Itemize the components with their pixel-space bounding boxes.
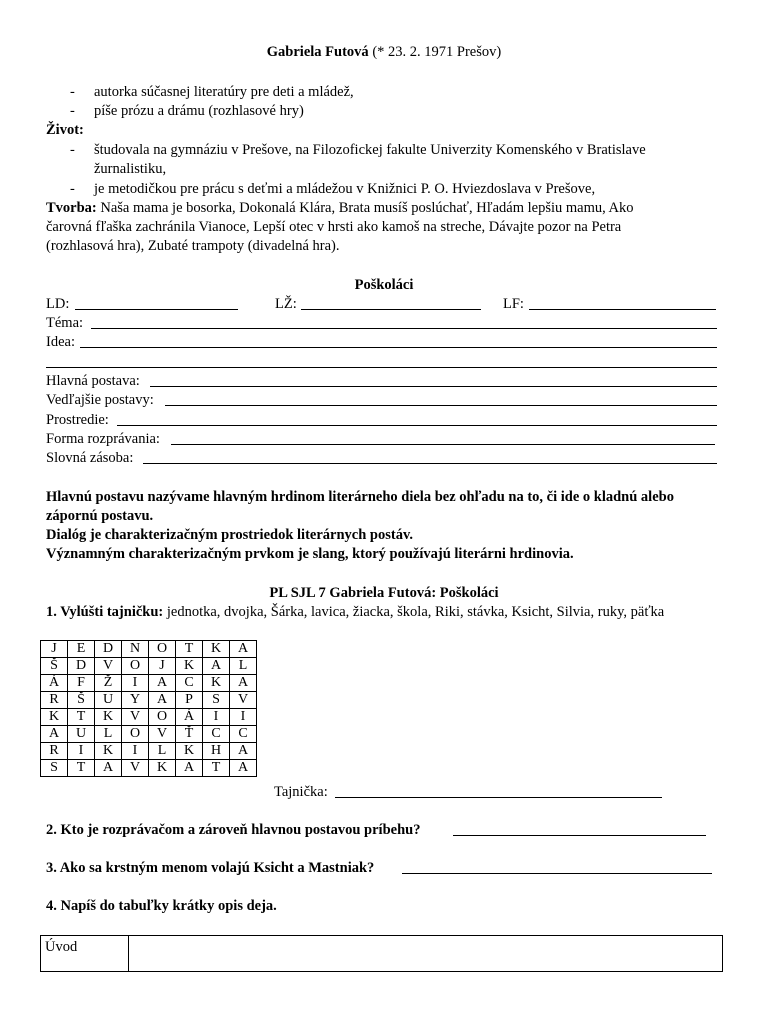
- document-title: [0, 43, 768, 62]
- grid-cell[interactable]: U: [95, 692, 122, 709]
- tema-label: Téma:: [46, 315, 84, 331]
- grid-cell[interactable]: A: [95, 760, 122, 777]
- grid-cell[interactable]: V: [122, 709, 149, 726]
- task-3-answer-line[interactable]: [402, 873, 712, 874]
- grid-cell[interactable]: I: [122, 743, 149, 760]
- slovna-zasoba-label: Slovná zásoba:: [46, 450, 134, 466]
- grid-cell[interactable]: L: [149, 743, 176, 760]
- grid-cell[interactable]: V: [149, 726, 176, 743]
- grid-cell[interactable]: O: [122, 726, 149, 743]
- grid-cell[interactable]: O: [122, 658, 149, 675]
- grid-cell[interactable]: J: [41, 641, 68, 658]
- grid-cell[interactable]: C: [203, 726, 230, 743]
- grid-cell[interactable]: K: [149, 760, 176, 777]
- table-row-label: Úvod: [41, 936, 129, 972]
- grid-cell[interactable]: C: [176, 675, 203, 692]
- grid-cell[interactable]: O: [149, 641, 176, 658]
- grid-cell[interactable]: T: [68, 709, 95, 726]
- table-answer-cell[interactable]: [129, 936, 723, 972]
- grid-cell[interactable]: S: [203, 692, 230, 709]
- grid-cell[interactable]: V: [95, 658, 122, 675]
- hlavna-postava-line[interactable]: [150, 386, 717, 387]
- grid-cell[interactable]: J: [149, 658, 176, 675]
- ld-label: LD:: [46, 296, 70, 312]
- intro-item-2: píše prózu a drámu (rozhlasové hry): [94, 103, 304, 119]
- grid-cell[interactable]: K: [95, 743, 122, 760]
- prostredie-label: Prostredie:: [46, 412, 109, 428]
- forma-line[interactable]: [171, 444, 715, 445]
- grid-cell[interactable]: C: [230, 726, 257, 743]
- grid-row: [41, 675, 257, 692]
- tema-answer-line[interactable]: [91, 328, 717, 329]
- grid-cell[interactable]: D: [95, 641, 122, 658]
- grid-cell[interactable]: A: [149, 692, 176, 709]
- tajnicka-answer-line[interactable]: [335, 797, 662, 798]
- life-item-2: je metodičkou pre prácu s deťmi a mládežou v Knižnici P. O. Hviezdoslava v Prešove,: [94, 181, 596, 197]
- grid-row: [41, 658, 257, 675]
- idea-answer-line[interactable]: [80, 347, 717, 348]
- grid-row: [41, 692, 257, 709]
- grid-cell[interactable]: N: [122, 641, 149, 658]
- task-3: 3. Ako sa krstným menom volajú Ksicht a Mastniak?: [46, 860, 375, 876]
- grid-cell[interactable]: S: [41, 760, 68, 777]
- grid-cell[interactable]: A: [230, 743, 257, 760]
- grid-cell[interactable]: Ž: [95, 675, 122, 692]
- idea-answer-line-2[interactable]: [46, 367, 717, 368]
- grid-cell[interactable]: K: [176, 658, 203, 675]
- idea-label: Idea:: [46, 334, 75, 350]
- grid-cell[interactable]: A: [230, 675, 257, 692]
- grid-cell[interactable]: Á: [176, 709, 203, 726]
- grid-cell[interactable]: R: [41, 692, 68, 709]
- grid-cell[interactable]: A: [230, 641, 257, 658]
- author-birth: (* 23. 2. 1971 Prešov): [372, 44, 502, 60]
- grid-cell[interactable]: I: [68, 743, 95, 760]
- grid-cell[interactable]: H: [203, 743, 230, 760]
- prostredie-line[interactable]: [117, 425, 717, 426]
- grid-cell[interactable]: D: [68, 658, 95, 675]
- grid-cell[interactable]: A: [149, 675, 176, 692]
- grid-cell[interactable]: Š: [68, 692, 95, 709]
- hlavna-postava-label: Hlavná postava:: [46, 373, 140, 389]
- grid-row: [41, 709, 257, 726]
- lf-label: LF:: [503, 296, 524, 312]
- grid-cell[interactable]: I: [122, 675, 149, 692]
- note-line-1: Hlavnú postavu nazývame hlavným hrdinom literárneho diela bez ohľadu na to, či ide o kladnú alebo: [46, 489, 674, 505]
- grid-cell[interactable]: L: [230, 658, 257, 675]
- task-1: [46, 603, 664, 622]
- grid-cell[interactable]: R: [41, 743, 68, 760]
- exercise-title: PL SJL 7 Gabriela Futová: Poškoláci: [269, 585, 499, 601]
- grid-row: [41, 726, 257, 743]
- forma-label: Forma rozprávania:: [46, 431, 160, 447]
- plot-description-table: [40, 935, 723, 972]
- grid-cell[interactable]: E: [68, 641, 95, 658]
- grid-cell[interactable]: Ť: [176, 726, 203, 743]
- task-2: 2. Kto je rozprávačom a zároveň hlavnou postavou príbehu?: [46, 822, 421, 838]
- grid-cell[interactable]: T: [68, 760, 95, 777]
- works-line-1: Tvorba: Naša mama je bosorka, Dokonalá Klára, Brata musíš poslúchať, Hľadám lepšiu mamu, Ako: [46, 200, 634, 216]
- bullet-dash: -: [70, 103, 75, 119]
- grid-cell[interactable]: I: [230, 709, 257, 726]
- life-item-1-line-2: žurnalistiku,: [94, 161, 167, 177]
- life-heading: Život:: [46, 122, 84, 138]
- grid-cell[interactable]: Y: [122, 692, 149, 709]
- grid-cell[interactable]: U: [68, 726, 95, 743]
- note-line-2: zápornú postavu.: [46, 508, 154, 524]
- grid-cell[interactable]: P: [176, 692, 203, 709]
- grid-cell[interactable]: A: [203, 658, 230, 675]
- grid-cell[interactable]: V: [230, 692, 257, 709]
- vedlajsie-postavy-label: Vedľajšie postavy:: [46, 392, 154, 408]
- slovna-zasoba-line[interactable]: [143, 463, 717, 464]
- works-line-2: čarovná fľaška zachránila Vianoce, Lepší otec v hrsti ako kamoš na streche, Dávajte pozor na Petra: [46, 219, 622, 235]
- grid-row: [41, 743, 257, 760]
- life-item-1-line-1: študovala na gymnáziu v Prešove, na Filozofickej fakulte Univerzity Komenského v Bratislave: [94, 142, 646, 158]
- task-1-label: 1. Vylúšti tajničku:: [46, 604, 164, 620]
- grid-cell[interactable]: K: [203, 675, 230, 692]
- bullet-dash: -: [70, 142, 75, 158]
- grid-cell[interactable]: A: [41, 726, 68, 743]
- grid-cell[interactable]: Š: [41, 658, 68, 675]
- grid-cell[interactable]: K: [203, 641, 230, 658]
- worksheet-title: Poškoláci: [354, 277, 414, 293]
- vedlajsie-postavy-line[interactable]: [165, 405, 717, 406]
- author-name: Gabriela Futová: [266, 44, 369, 60]
- lz-label: LŽ:: [275, 296, 297, 312]
- note-line-4: Významným charakterizačným prvkom je slang, ktorý používajú literárni hrdinovia.: [46, 546, 574, 562]
- grid-cell[interactable]: K: [95, 709, 122, 726]
- task-2-answer-line[interactable]: [453, 835, 706, 836]
- task-1-words: jednotka, dvojka, Šárka, lavica, žiacka, škola, Riki, stávka, Ksicht, Silvia, ruky, päťka: [163, 604, 665, 620]
- ld-answer-line[interactable]: [75, 309, 238, 310]
- grid-row: [41, 760, 257, 777]
- grid-cell[interactable]: I: [203, 709, 230, 726]
- grid-cell[interactable]: F: [68, 675, 95, 692]
- grid-cell[interactable]: K: [41, 709, 68, 726]
- works-heading: Tvorba:: [46, 200, 97, 216]
- grid-cell[interactable]: Á: [41, 675, 68, 692]
- bullet-dash: -: [70, 84, 75, 100]
- lf-answer-line[interactable]: [529, 309, 716, 310]
- grid-cell[interactable]: O: [149, 709, 176, 726]
- crossword-grid: [40, 640, 257, 777]
- grid-row: [41, 641, 257, 658]
- tajnicka-label: Tajnička:: [274, 784, 328, 800]
- grid-cell[interactable]: T: [176, 641, 203, 658]
- grid-cell[interactable]: A: [230, 760, 257, 777]
- grid-cell[interactable]: T: [203, 760, 230, 777]
- note-line-3: Dialóg je charakterizačným prostriedok literárnych postáv.: [46, 527, 414, 543]
- table-row: [41, 936, 723, 972]
- bullet-dash: -: [70, 181, 75, 197]
- grid-cell[interactable]: K: [176, 743, 203, 760]
- intro-item-1: autorka súčasnej literatúry pre deti a mládež,: [94, 84, 354, 100]
- works-line-3: (rozhlasová hra), Zubaté trampoty (divadelná hra).: [46, 238, 340, 254]
- grid-cell[interactable]: A: [176, 760, 203, 777]
- lz-answer-line[interactable]: [301, 309, 481, 310]
- grid-cell[interactable]: L: [95, 726, 122, 743]
- task-4: 4. Napíš do tabuľky krátky opis deja.: [46, 898, 277, 914]
- grid-cell[interactable]: V: [122, 760, 149, 777]
